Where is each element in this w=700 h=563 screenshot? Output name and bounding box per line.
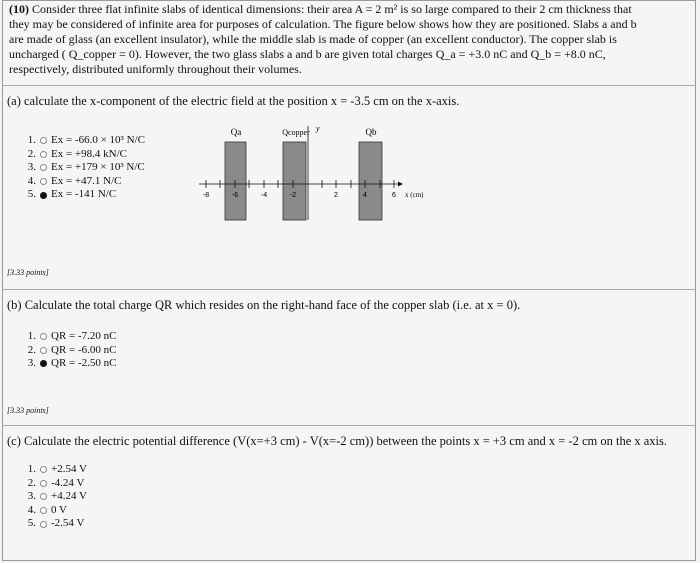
option-text: Ex = +47.1 N/C [51,174,122,187]
option-text: QR = -7.20 nC [51,330,117,342]
radio-icon[interactable] [40,480,47,487]
option-number: 5. [27,188,36,201]
option-text: Ex = +179 × 10³ N/C [51,161,145,174]
label-qcopper: Qcopper [282,128,310,137]
option-number: 3. [27,357,36,370]
option-text: +2.54 V [51,463,87,475]
tick-label: -2 [289,192,297,199]
tick-label: 6 [392,192,396,199]
radio-icon[interactable] [40,507,47,514]
tick-label: -8 [202,192,210,199]
option-number: 1. [27,463,36,475]
intro-line-4: uncharged ( Q_copper = 0). However, the two glass slabs a and b are given total charges Q_a = +3.0 nC and Q_b = +8.0 nC, [9,47,606,61]
option-number: 4. [27,503,36,516]
part-c-choices [22,463,87,531]
slab-figure [195,122,425,222]
divider [2,425,696,426]
option-number: 5. [27,517,36,530]
answer-option[interactable] [22,490,87,504]
slab-copper [283,142,306,220]
option-number: 4. [27,174,36,187]
intro-line-3: are made of glass (an excellent insulator), while the middle slab is made of copper (an excellent conductor). The copper slab is [9,32,617,46]
part-c-question: (c) Calculate the electric potential difference (V(x=+3 cm) - V(x=-2 cm)) between the points x = +3 cm and x = -2 cm on the x axis. [7,434,668,448]
tick-label: 4 [363,192,367,199]
tick-label: -4 [260,192,268,199]
label-qb: Qb [365,127,377,137]
option-text: QR = -2.50 nC [51,357,117,370]
intro-line-5: respectively, distributed uniformly throughout their volumes. [9,62,302,76]
option-text: Ex = +98.4 kN/C [51,147,127,160]
part-b-points: [3.33 points] [7,406,49,415]
answer-option[interactable] [22,344,116,358]
option-number: 1. [27,134,36,146]
x-axis-arrow [398,182,403,187]
radio-icon[interactable] [40,137,47,144]
option-text: -4.24 V [51,476,85,489]
part-a-points: [3.33 points] [7,268,49,277]
radio-icon[interactable] [40,164,47,171]
slab-a [225,142,246,220]
option-number: 3. [27,161,36,174]
option-number: 3. [27,490,36,503]
option-text: -2.54 V [51,517,85,530]
option-number: 1. [27,330,36,342]
option-number: 2. [27,343,36,356]
option-number: 2. [27,147,36,160]
answer-option[interactable] [22,357,116,371]
answer-option[interactable] [22,148,145,162]
option-number: 2. [27,476,36,489]
radio-selected-icon[interactable] [40,192,47,199]
divider [2,289,696,290]
radio-icon[interactable] [40,466,47,473]
divider [2,85,696,86]
part-a-question: (a) calculate the x-component of the electric field at the position x = -3.5 cm on the x-axis. [7,94,460,108]
tick-label: 2 [334,192,338,199]
radio-icon[interactable] [40,493,47,500]
option-text: 0 V [51,503,67,516]
answer-option[interactable] [22,330,116,344]
answer-option[interactable] [22,161,145,175]
option-text: QR = -6.00 nC [51,343,117,356]
part-b-choices [22,330,116,371]
answer-option[interactable] [22,175,145,189]
label-y-axis: y [316,124,320,133]
answer-option[interactable] [22,134,145,148]
answer-option[interactable] [22,504,87,518]
radio-selected-icon[interactable] [40,360,47,367]
intro-text-1: Consider three flat infinite slabs of identical dimensions: their area A = 2 m² is so large compared to their 2 cm thickness that [32,2,632,16]
label-qa: Qa [230,127,242,137]
problem-statement [9,2,695,77]
radio-icon[interactable] [40,347,47,354]
part-b-question: (b) Calculate the total charge QR which resides on the right-hand face of the copper slab (i.e. at x = 0). [7,298,521,312]
answer-option[interactable] [22,477,87,491]
radio-icon[interactable] [40,151,47,158]
intro-line-2: they may be considered of infinite area for purposes of calculation. The figure below shows how they are positioned. Slabs a and b [9,17,637,31]
x-axis-label: x (cm) [405,191,424,199]
radio-icon[interactable] [40,333,47,340]
radio-icon[interactable] [40,178,47,185]
option-text: Ex = -141 N/C [51,188,117,201]
answer-option[interactable] [22,463,87,477]
option-text: +4.24 V [51,490,87,503]
answer-option[interactable] [22,517,87,531]
option-text: Ex = -66.0 × 10³ N/C [51,134,145,146]
intro-line-1 [9,2,695,17]
answer-option[interactable] [22,188,145,202]
problem-number: (10) [9,2,29,16]
tick-label: -6 [231,192,239,199]
part-a-choices [22,134,145,202]
slab-b [359,142,382,220]
radio-icon[interactable] [40,521,47,528]
